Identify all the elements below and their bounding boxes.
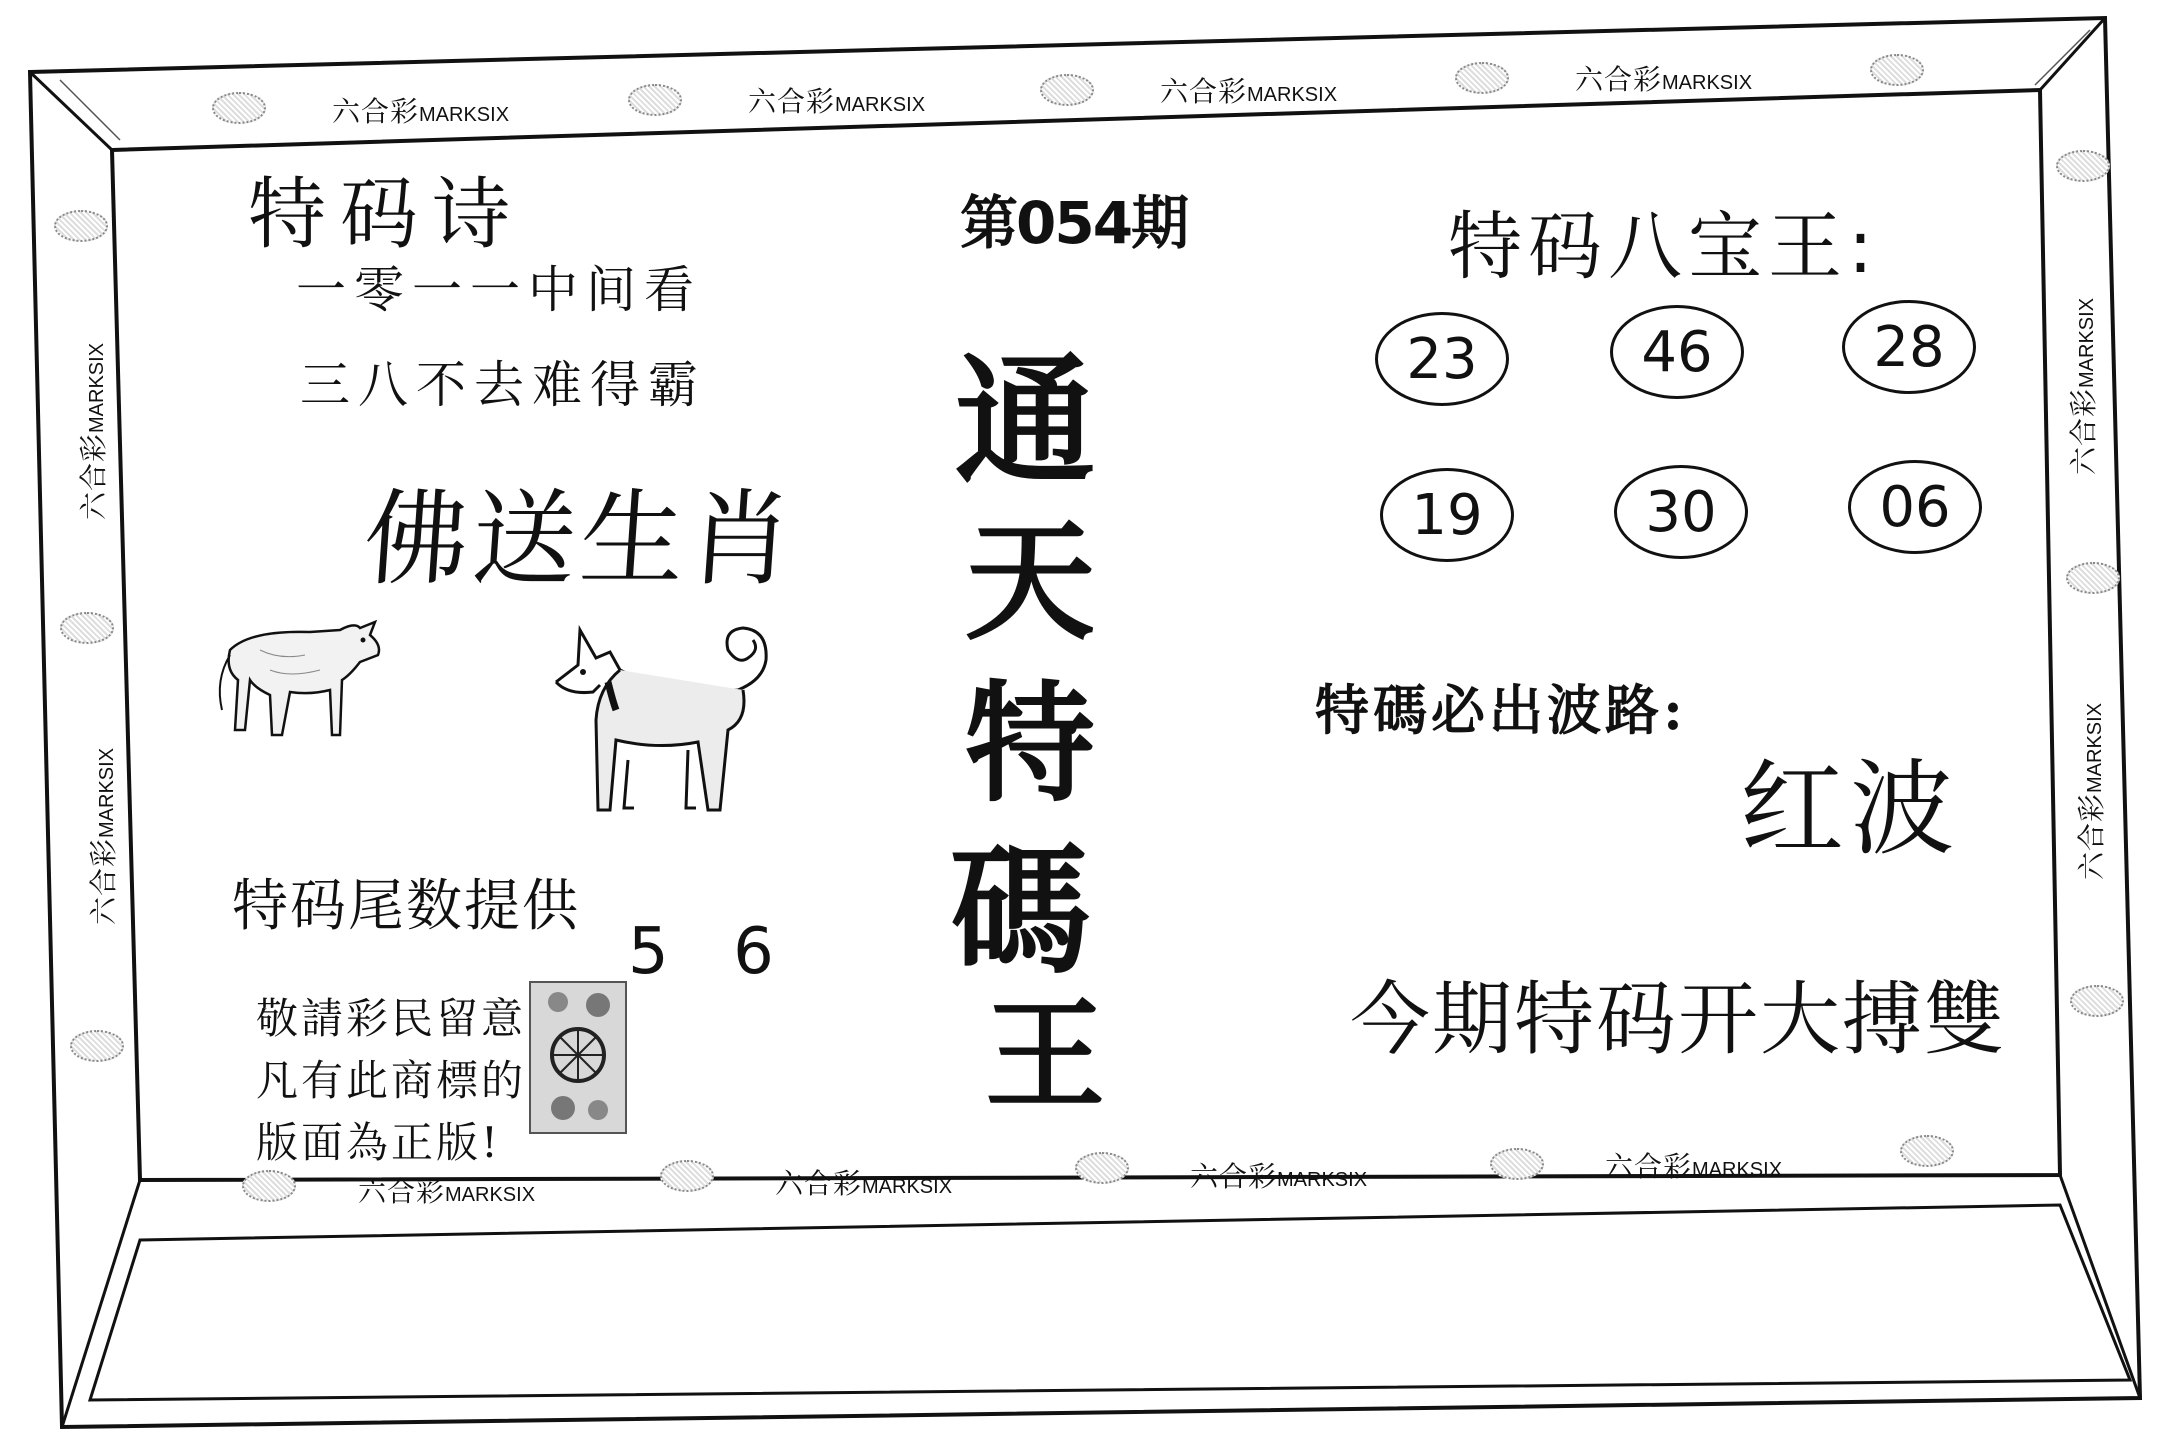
number-circle: 23: [1375, 312, 1509, 406]
tail-label: 特码尾数提供: [232, 874, 580, 939]
brand-mark: 六合彩MARKSIX: [775, 1167, 953, 1200]
eight-title: 特码八宝王:: [1448, 204, 1879, 290]
decor-oval: [1455, 62, 1509, 94]
brand-mark: 六合彩MARKSIX: [1160, 75, 1338, 108]
dog-illustration: [538, 610, 808, 820]
brand-mark: 六合彩MARKSIX: [2075, 702, 2108, 880]
main-title-char-5: 王: [985, 985, 1105, 1126]
brand-mark: 六合彩MARKSIX: [1575, 63, 1753, 96]
brand-mark: 六合彩MARKSIX: [1190, 1160, 1368, 1193]
decor-oval: [1870, 54, 1924, 86]
number-circle: 19: [1380, 468, 1514, 562]
notice-line-3: 版面為正版!: [256, 1118, 501, 1167]
tail-digits: 5 6: [628, 915, 796, 989]
decor-oval: [212, 92, 266, 124]
main-title-char-3: 特: [965, 667, 1096, 820]
wave-label: 特碼必出波路:: [1315, 678, 1687, 742]
decor-oval: [60, 612, 114, 644]
number-circle: 28: [1842, 300, 1976, 394]
brand-mark: 六合彩MARKSIX: [77, 342, 110, 520]
brand-mark: 六合彩MARKSIX: [87, 747, 120, 925]
poem-line-1: 一零一一中间看: [296, 261, 702, 319]
decor-oval: [2056, 150, 2110, 182]
poem-title: 特码诗: [248, 170, 525, 260]
brand-mark: 六合彩MARKSIX: [748, 85, 926, 118]
decor-oval: [2070, 985, 2124, 1017]
main-title-char-4: 碼: [950, 830, 1091, 994]
decor-oval: [2066, 562, 2120, 594]
decor-oval: [1490, 1148, 1544, 1180]
decor-oval: [1075, 1152, 1129, 1184]
main-title-char-2: 天: [965, 505, 1096, 658]
trademark-stamp-icon: [528, 980, 628, 1135]
notice-line-1: 敬請彩民留意: [256, 994, 527, 1043]
decor-oval: [628, 84, 682, 116]
decor-oval: [1900, 1135, 1954, 1167]
brand-mark: 六合彩MARKSIX: [1605, 1150, 1783, 1183]
wave-value: 红波: [1740, 748, 1961, 870]
decor-oval: [54, 210, 108, 242]
decor-oval: [660, 1160, 714, 1192]
number-circle: 46: [1610, 305, 1744, 399]
poem-line-2: 三八不去难得霸: [300, 356, 706, 414]
brand-mark: 六合彩MARKSIX: [358, 1175, 536, 1208]
notice-line-2: 凡有此商標的: [256, 1056, 527, 1105]
decor-oval: [242, 1170, 296, 1202]
brand-mark: 六合彩MARKSIX: [2067, 297, 2100, 475]
ox-illustration: [210, 600, 390, 745]
gift-title: 佛送生肖: [360, 478, 801, 600]
decor-oval: [1040, 74, 1094, 106]
decor-oval: [70, 1030, 124, 1062]
number-circle: 30: [1614, 465, 1748, 559]
bottom-text: 今期特码开大搏雙: [1350, 973, 2006, 1066]
issue-number: 第054期: [960, 189, 1188, 257]
main-title-char-1: 通: [955, 340, 1096, 504]
number-circle: 06: [1848, 460, 1982, 554]
brand-mark: 六合彩MARKSIX: [332, 95, 510, 128]
